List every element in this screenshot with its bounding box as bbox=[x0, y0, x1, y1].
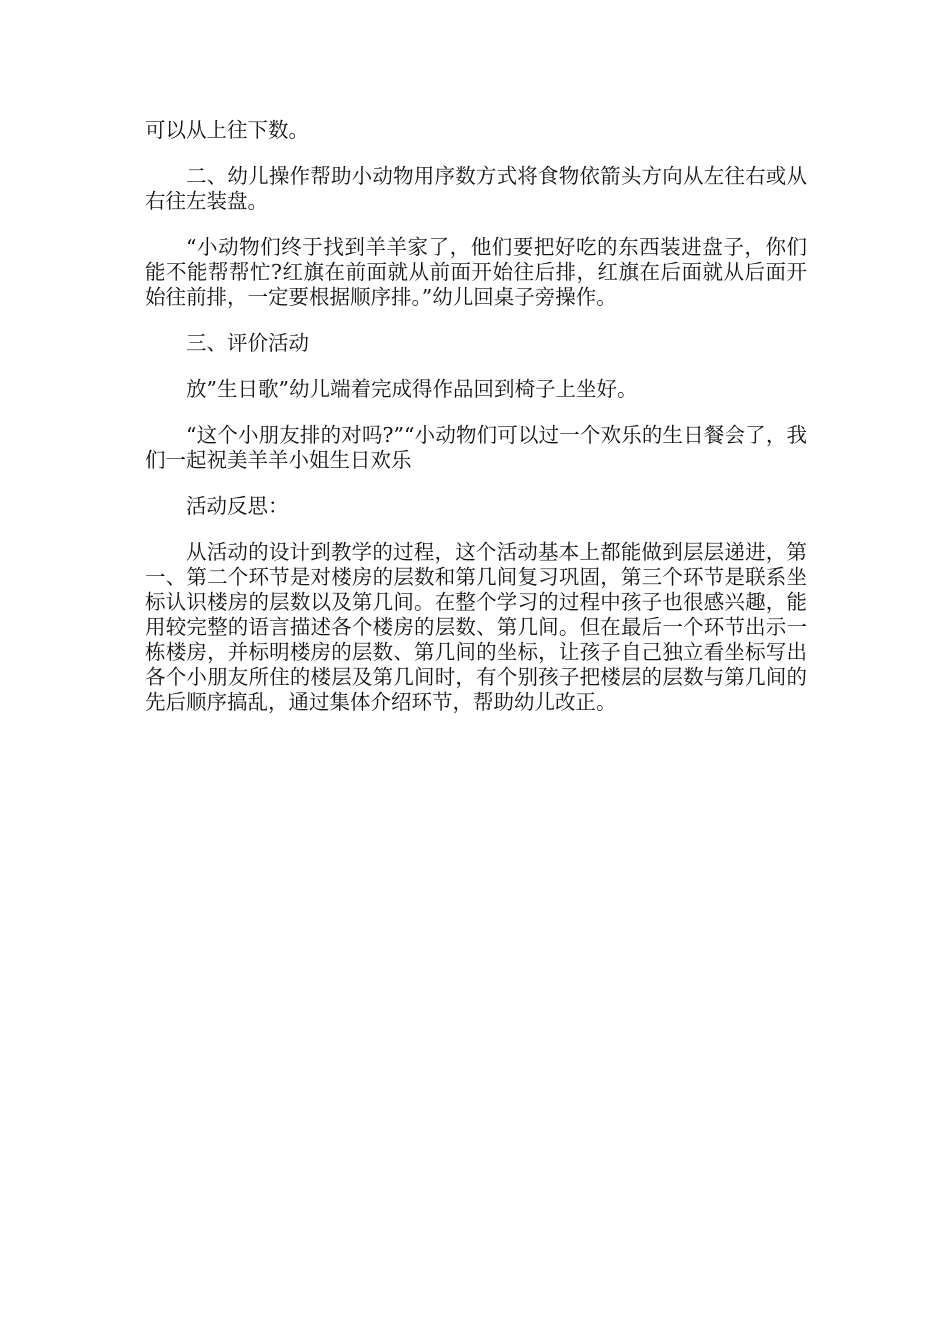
paragraph: 放”生日歌”幼儿端着完成得作品回到椅子上坐好。 bbox=[186, 377, 638, 401]
paragraph: “小动物们终于找到羊羊家了，他们要把好吃的东西装进盘子，你们能不能帮帮忙?红旗在前面就从前面开始往后排，红旗在后面就从后面开始往前排，一定要根据顺序排。”幼儿回桌子旁操作。 bbox=[145, 235, 807, 309]
document-body bbox=[145, 118, 807, 736]
paragraph: “这个小朋友排的对吗?”“小动物们可以过一个欢乐的生日餐会了，我们一起祝美羊羊小姐生日欢乐 bbox=[145, 423, 807, 472]
paragraph: 可以从上往下数。 bbox=[145, 118, 309, 142]
paragraph: 二、幼儿操作帮助小动物用序数方式将食物依箭头方向从左往右或从右往左装盘。 bbox=[145, 164, 807, 213]
section-heading: 活动反思： bbox=[186, 494, 289, 518]
section-heading: 三、评价活动 bbox=[186, 331, 309, 355]
paragraph: 从活动的设计到教学的过程，这个活动基本上都能做到层层递进，第一、第二个环节是对楼房的层数和第几间复习巩固，第三个环节是联系坐标认识楼房的层数以及第几间。在整个学习的过程中孩子也很感兴趣，能用较完整的语言描述各个楼房的层数、第几间。但在最后一个环节出示一栋楼房，并标明楼房的层数、第几间的坐标，让孩子自己独立看坐标写出各个小朋友所住的楼层及第几间时，有个别孩子把楼层的层数与第几间的先后顺序搞乱，通过集体介绍环节，帮助幼儿改正。 bbox=[145, 540, 807, 714]
